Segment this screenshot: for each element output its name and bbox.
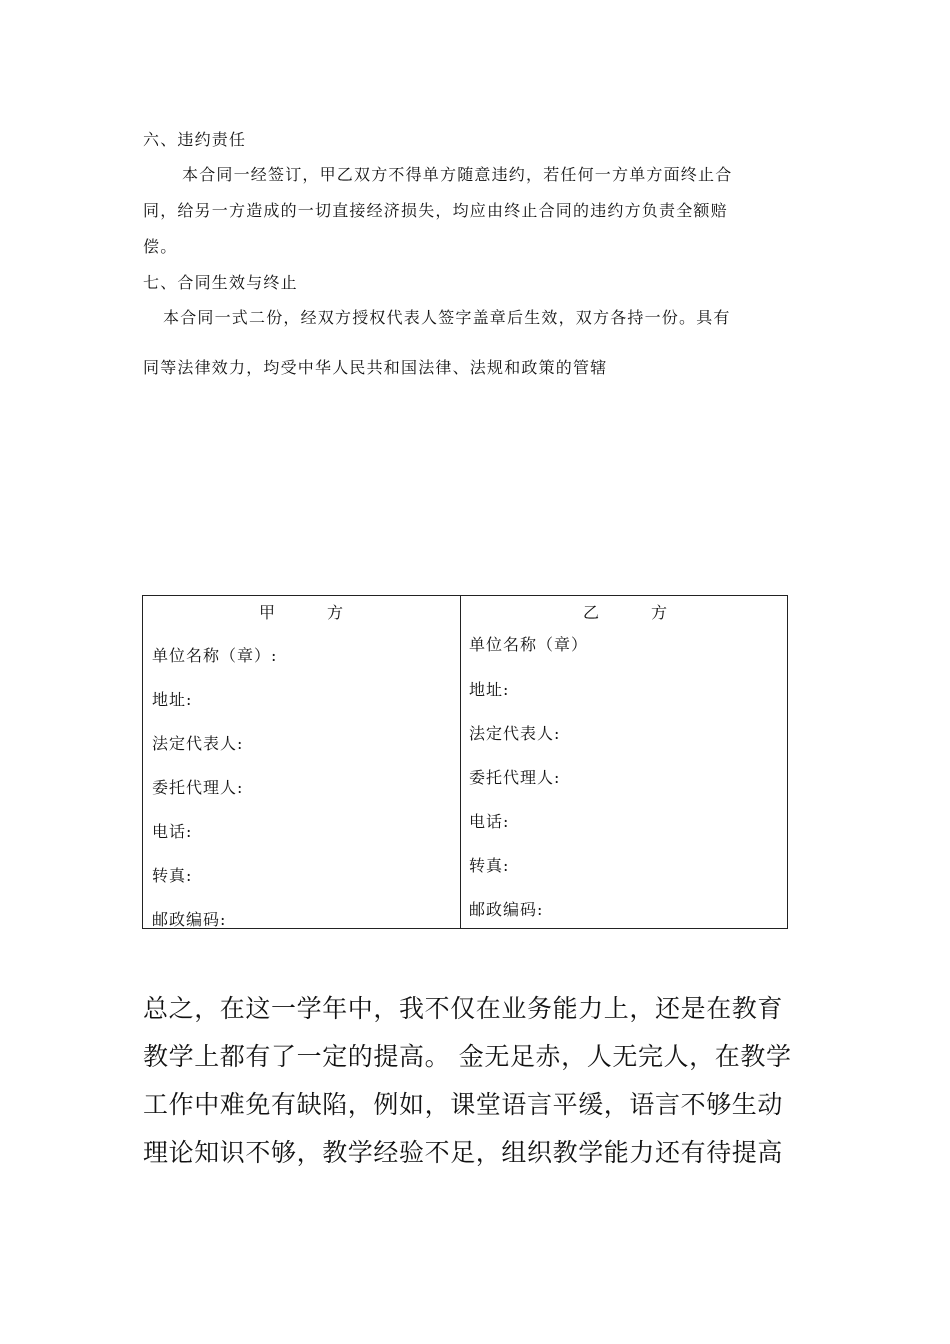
summary-line-3: 工作中难免有缺陷，例如，课堂语言平缓，语言不够生动 (143, 1090, 784, 1119)
section-7-line-1: 本合同一式二份，经双方授权代表人签字盖章后生效，双方各持一份。具有 (163, 308, 731, 327)
section-6-line-1: 本合同一经签订，甲乙双方不得单方随意违约，若任何一方单方面终止合 (182, 165, 733, 184)
party-a-unit-name: 单位名称（章）: (152, 646, 278, 665)
party-b-header: 乙 方 (583, 603, 669, 622)
section-7-heading: 七、合同生效与终止 (143, 273, 298, 292)
section-7-line-2: 同等法律效力，均受中华人民共和国法律、法规和政策的管辖 (143, 358, 608, 377)
party-a-phone: 电话: (152, 822, 193, 841)
summary-line-4: 理论知识不够，教学经验不足，组织教学能力还有待提高 (143, 1138, 784, 1167)
party-a-agent: 委托代理人: (152, 778, 244, 797)
party-a-address: 地址: (152, 690, 193, 709)
summary-line-2: 教学上都有了一定的提高。 金无足赤，人无完人，在教学 (143, 1042, 792, 1071)
party-a-legal-rep: 法定代表人: (152, 734, 244, 753)
section-6-heading: 六、违约责任 (143, 130, 247, 149)
party-a-header: 甲 方 (259, 603, 345, 622)
table-divider (460, 596, 461, 928)
party-a-postcode: 邮政编码: (152, 910, 227, 929)
party-b-address: 地址: (469, 680, 510, 699)
party-a-fax: 转真: (152, 866, 193, 885)
signature-table (142, 595, 788, 929)
section-6-line-2: 同，给另一方造成的一切直接经济损失，均应由终止合同的违约方负责全额赔 (143, 201, 728, 220)
party-b-agent: 委托代理人: (469, 768, 561, 787)
party-b-phone: 电话: (469, 812, 510, 831)
party-b-unit-name: 单位名称（章） (469, 635, 589, 654)
summary-line-1: 总之，在这一学年中，我不仅在业务能力上，还是在教育 (143, 994, 784, 1023)
section-6-line-3: 偿。 (143, 237, 178, 256)
party-b-legal-rep: 法定代表人: (469, 724, 561, 743)
party-b-fax: 转真: (469, 856, 510, 875)
party-b-postcode: 邮政编码: (469, 900, 544, 919)
